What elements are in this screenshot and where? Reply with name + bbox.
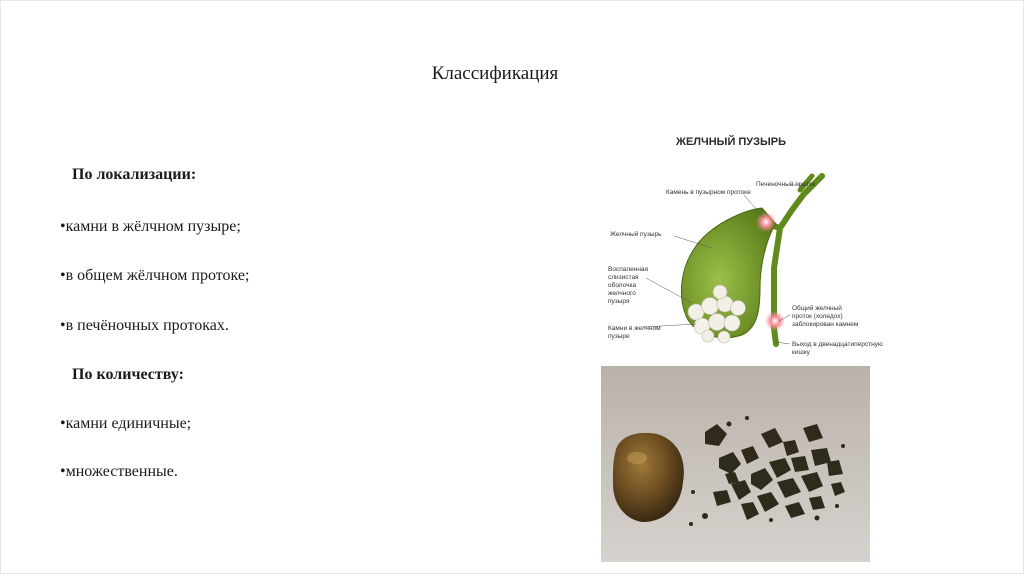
cystic-stone-glow [756,212,776,232]
label-inflamed-1: Воспаленная [608,266,649,273]
label-inflamed-4: желчного [608,290,636,297]
localization-heading: По локализации: [72,166,197,183]
label-inflamed-5: пузыря [608,298,630,305]
quantity-item-multiple: •множественные. [60,463,178,480]
label-inflamed-2: слизистая [608,274,639,281]
label-exit-1: Выход в двенадцатиперстную [792,341,883,348]
localization-item-hepatic-ducts: •в печёночных протоках. [60,317,229,334]
localization-item-gallbladder: •камни в жёлчном пузыре; [60,218,241,235]
gallbladder-diagram [604,128,883,360]
slide-title: Классификация [431,63,559,84]
label-gallbladder: Желчный пузырь [610,231,662,238]
label-exit-2: кишку [792,349,810,356]
quantity-heading: По количеству: [72,366,184,383]
label-cystic-stone: Камень в пузырном протоке [666,189,751,196]
label-hepatic-duct: Печеночный проток [756,181,816,188]
quantity-item-single: •камни единичные; [60,415,192,432]
localization-item-common-duct: •в общем жёлчном протоке; [60,267,250,284]
gallstones-photo [601,366,870,562]
label-common-duct-1: Общий желчный [792,305,842,312]
common-duct-stone-glow [765,311,785,331]
label-stones-1: Камни в желчном [608,325,661,332]
diagram-title: ЖЕЛЧНЫЙ ПУЗЫРЬ [676,136,787,148]
label-stones-2: пузыре [608,333,630,340]
label-common-duct-3: заблокирован камнем [792,321,859,328]
label-inflamed-3: оболочка [608,282,637,289]
label-common-duct-2: проток (холедох) [792,313,843,320]
